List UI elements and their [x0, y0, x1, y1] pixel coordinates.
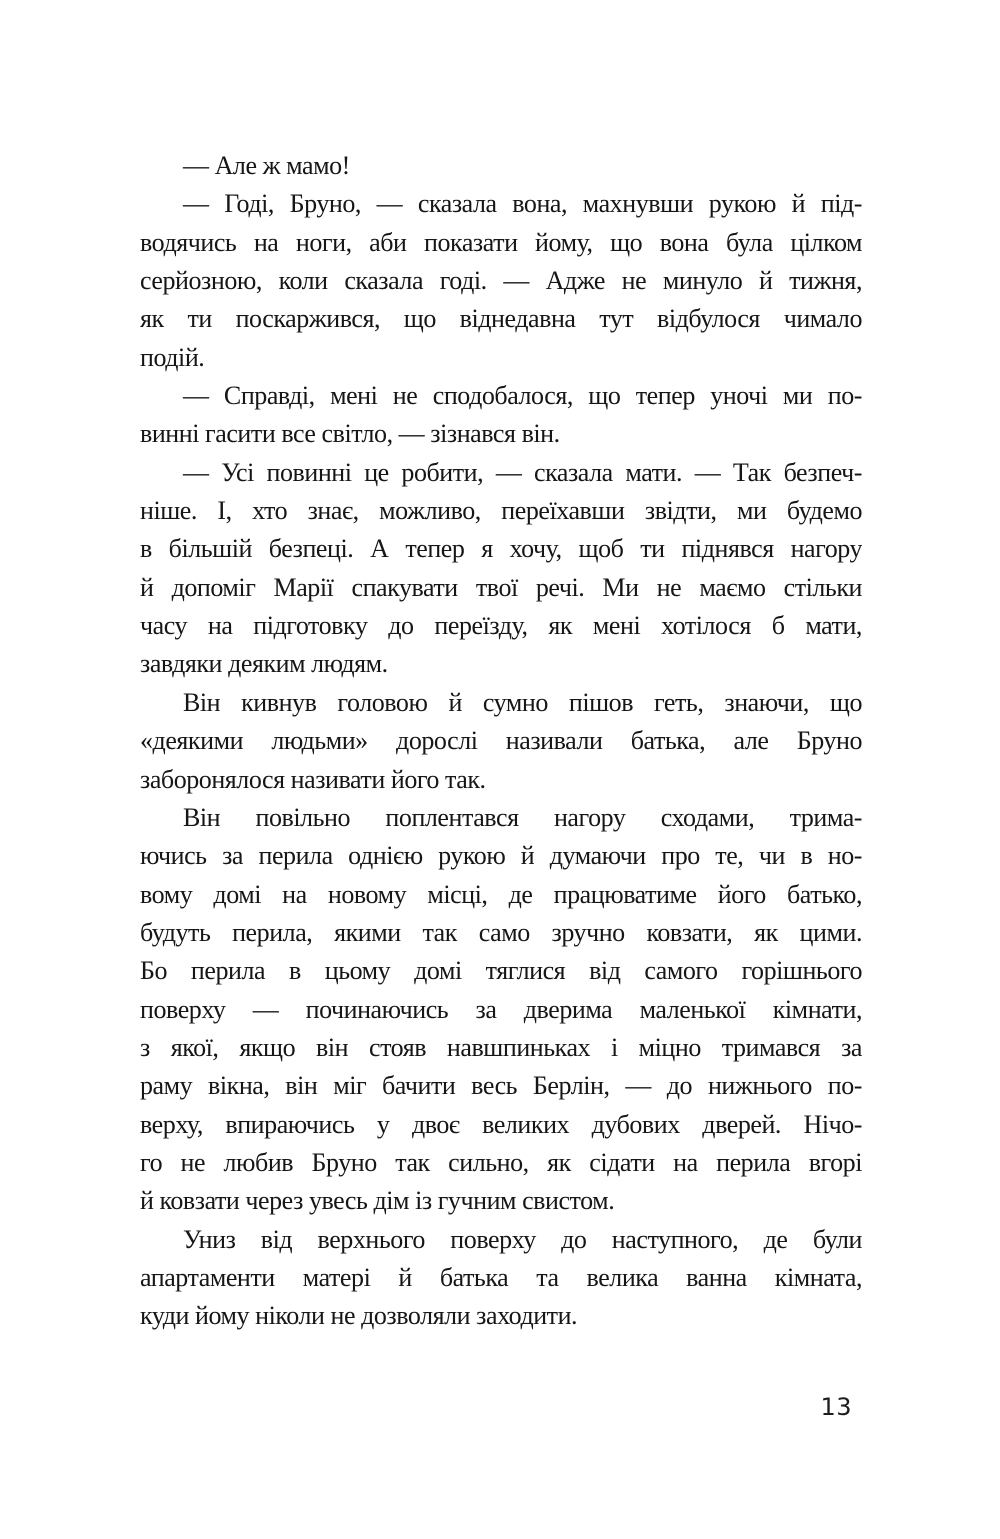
text-line: Униз від верхнього поверху до наступного, де були [183, 1224, 862, 1254]
text-line: — Усі повинні це робити, — сказала мати. — Так безпеч- [183, 457, 862, 487]
text-line: Він повільно поплентався нагору сходами, трима- [183, 802, 862, 832]
text-line: часу на підготовку до переїзду, як мені хотілося б мати, [140, 611, 862, 641]
page-number: 13 [820, 1393, 852, 1421]
text-line: верху, впираючись у двоє великих дубових дверей. Нічо- [140, 1109, 862, 1139]
text-line: подій. [140, 342, 205, 372]
text-line: й допоміг Марії спакувати твої речі. Ми не маємо стільки [140, 572, 862, 602]
text-line: й ковзати через увесь дім із гучним свистом. [140, 1186, 615, 1216]
text-line: куди йому ніколи не дозволяли заходити. [140, 1301, 578, 1331]
text-line: — Годі, Бруно, — сказала вона, махнувши рукою й під- [183, 189, 862, 219]
text-line: апартаменти матері й батька та велика ванна кімната, [140, 1262, 862, 1292]
text-line: «деякими людьми» дорослі називали батька, але Бруно [140, 726, 862, 756]
text-line: — Але ж мамо! [183, 151, 350, 180]
text-line: ніше. І, хто знає, можливо, переїхавши звідти, ми будемо [140, 496, 862, 526]
text-line: в більшій безпеці. А тепер я хочу, щоб ти піднявся нагору [140, 534, 862, 564]
text-line: вому домі на новому місці, де працюватиме його батько, [140, 879, 862, 909]
text-line: як ти поскаржився, що віднедавна тут відбулося чимало [140, 304, 862, 334]
paragraph [140, 684, 862, 799]
paragraph [140, 799, 862, 1221]
text-line: — Справді, мені не сподобалося, що тепер уночі ми по- [183, 381, 862, 411]
text-line: поверху — починаючись за дверима маленької кімнати, [140, 994, 862, 1024]
paragraph [140, 454, 862, 684]
text-line: завдяки деяким людям. [140, 649, 388, 679]
text-line: водячись на ноги, аби показати йому, що вона була цілком [140, 227, 862, 257]
text-line: заборонялося називати його так. [140, 764, 486, 794]
body-text [140, 147, 862, 1336]
text-line: ючись за перила однією рукою й думаючи про те, чи в но- [140, 841, 862, 871]
paragraph [140, 147, 862, 185]
paragraph [140, 1221, 862, 1336]
paragraph [140, 185, 862, 377]
text-line: винні гасити все світло, — зізнався він. [140, 419, 560, 449]
text-line: Бо перила в цьому домі тяглися від самого горішнього [140, 956, 862, 986]
text-line: серйозною, коли сказала годі. — Адже не минуло й тижня, [140, 266, 862, 296]
text-line: Він кивнув головою й сумно пішов геть, знаючи, що [183, 687, 862, 717]
text-line: з якої, якщо він стояв навшпиньках і міцно тримався за [140, 1032, 862, 1062]
text-line: го не любив Бруно так сильно, як сідати на перила вгорі [140, 1147, 862, 1177]
text-line: будуть перила, якими так само зручно ковзати, як цими. [140, 917, 862, 947]
text-line: раму вікна, він міг бачити весь Берлін, — до нижнього по- [140, 1071, 862, 1101]
paragraph [140, 377, 862, 454]
